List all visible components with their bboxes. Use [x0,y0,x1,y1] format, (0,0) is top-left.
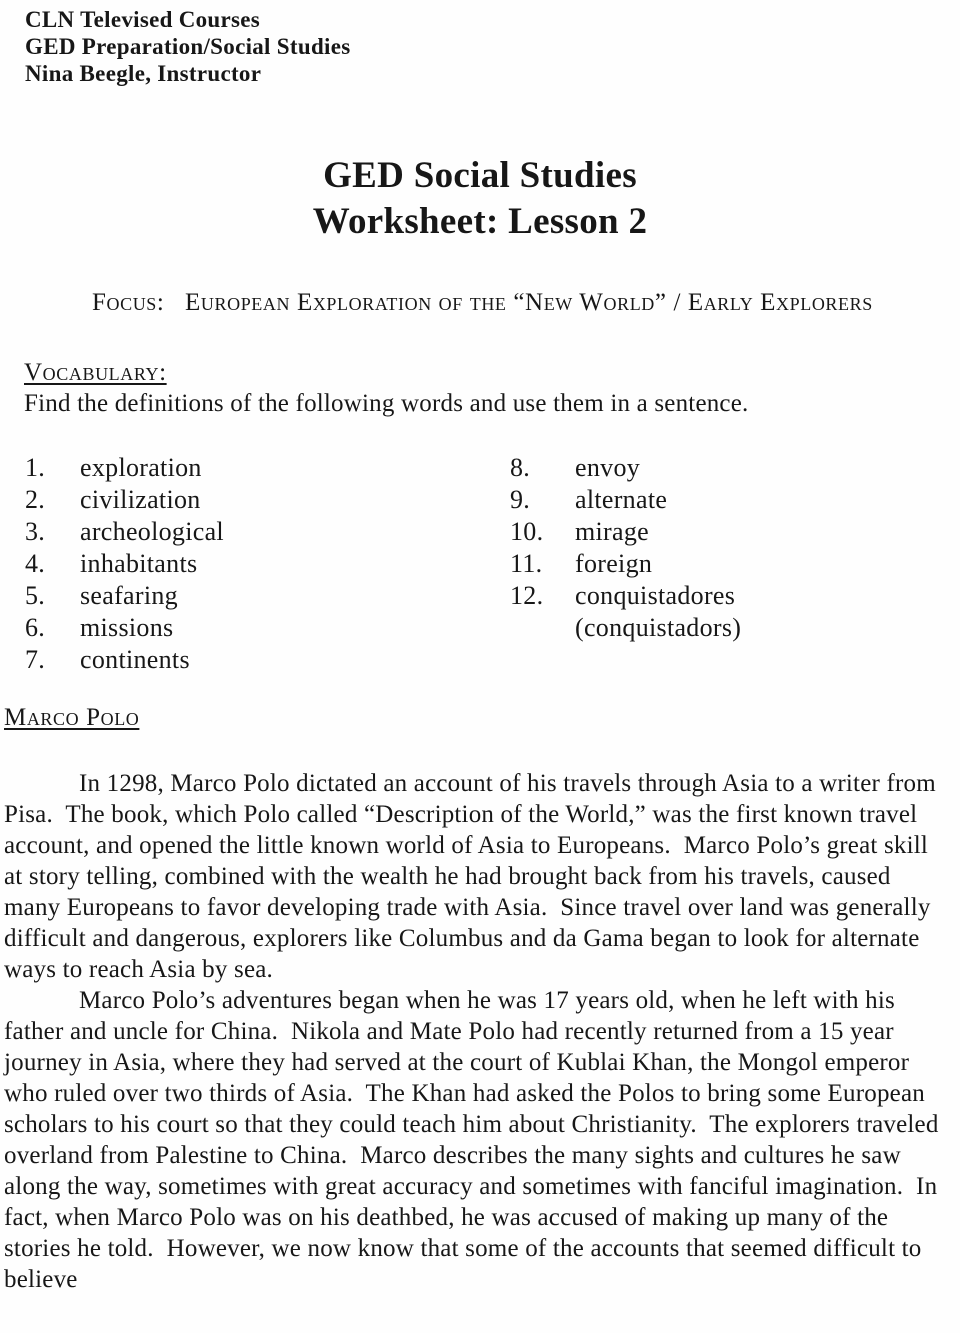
vocab-item-word: conquistadores [575,581,736,610]
vocab-item-word: alternate [575,485,668,514]
marco-polo-heading: Marco Polo [4,704,140,731]
page-title [0,153,960,245]
vocab-item [25,484,224,516]
vocab-item-word: foreign [575,549,653,578]
vocab-item [510,580,741,612]
vocab-item-number [510,612,575,644]
article-paragraph-2: Marco Polo’s adventures began when he was 17 years old, when he left with his father and uncle for China. Nikola and Mate Polo had recently returned from a 15 year journey in Asia, where they had served at the court of Kublai Khan, the Mongol emperor who ruled over two thirds of Asia. The Khan had asked the Polos to bring some European scholars to his court so that they could teach him about Christianity. The explorers traveled overland from Palestine to China. Marco describes the many sights and cultures he saw along the way, sometimes with great accuracy and sometimes with fanciful imagination. In fact, when Marco Polo was on his deathbed, he was accused of making up many of the stories he told. However, we now know that some of the accounts that seemed difficult to believe [4,987,945,1293]
header-line-course: CLN Televised Courses [25,7,261,32]
vocab-item [25,644,224,676]
course-header [25,6,351,87]
vocab-item-word: envoy [575,453,641,482]
vocabulary-instruction: Find the definitions of the following words and use them in a sentence. [24,390,749,417]
focus-line: Focus: European Exploration of the “New World” / Early Explorers [92,289,873,316]
vocabulary-section-head [24,357,954,419]
vocab-item-number: 8. [510,453,531,482]
vocab-item-word: exploration [80,453,202,482]
vocab-item-word: archeological [80,517,224,546]
vocab-item [510,548,741,580]
vocab-item-number: 2. [25,485,46,514]
vocab-item [25,452,224,484]
vocab-item-word: (conquistadors) [575,613,742,642]
vocab-item [25,516,224,548]
header-line-subject: GED Preparation/Social Studies [25,34,351,59]
vocab-item-word: inhabitants [80,549,198,578]
vocab-item-word: seafaring [80,581,178,610]
vocab-item [25,580,224,612]
vocab-item-word: continents [80,645,190,674]
vocab-item-number: 10. [510,517,544,546]
vocab-column-right [510,452,741,644]
vocab-item-number: 3. [25,517,46,546]
vocab-item-number: 9. [510,485,531,514]
title-line-2: Worksheet: Lesson 2 [312,201,648,242]
vocab-item [510,516,741,548]
vocab-item [25,548,224,580]
vocab-item-number: 5. [25,581,46,610]
vocab-item-word: civilization [80,485,201,514]
vocab-item-number: 1. [25,453,46,482]
vocab-item-number: 7. [25,645,46,674]
vocab-item-number: 6. [25,613,46,642]
vocabulary-heading: Vocabulary: [24,359,167,386]
article-paragraph-1: In 1298, Marco Polo dictated an account of his travels through Asia to a writer from Pisa. The book, which Polo called “Description of the World,” was the first known travel account, and opened the little known world of Asia to Europeans. Marco Polo’s great skill at story telling, combined with the wealth he had brought back from his travels, caused many Europeans to favor developing trade with Asia. Since travel over land was generally difficult and dangerous, explorers like Columbus and da Gama began to look for alternate ways to reach Asia by sea. [4,770,943,983]
vocab-item-number: 12. [510,581,544,610]
vocab-item-number: 4. [25,549,46,578]
marco-polo-article [4,768,952,1295]
title-line-1: GED Social Studies [323,155,637,196]
vocab-item [510,484,741,516]
vocab-item [25,612,224,644]
header-line-instructor: Nina Beegle, Instructor [25,61,262,86]
vocab-item-word: mirage [575,517,649,546]
vocab-item-continuation [510,612,741,644]
vocab-item-number: 11. [510,549,543,578]
vocab-item [510,452,741,484]
vocab-item-word: missions [80,613,174,642]
vocab-column-left [25,452,224,676]
